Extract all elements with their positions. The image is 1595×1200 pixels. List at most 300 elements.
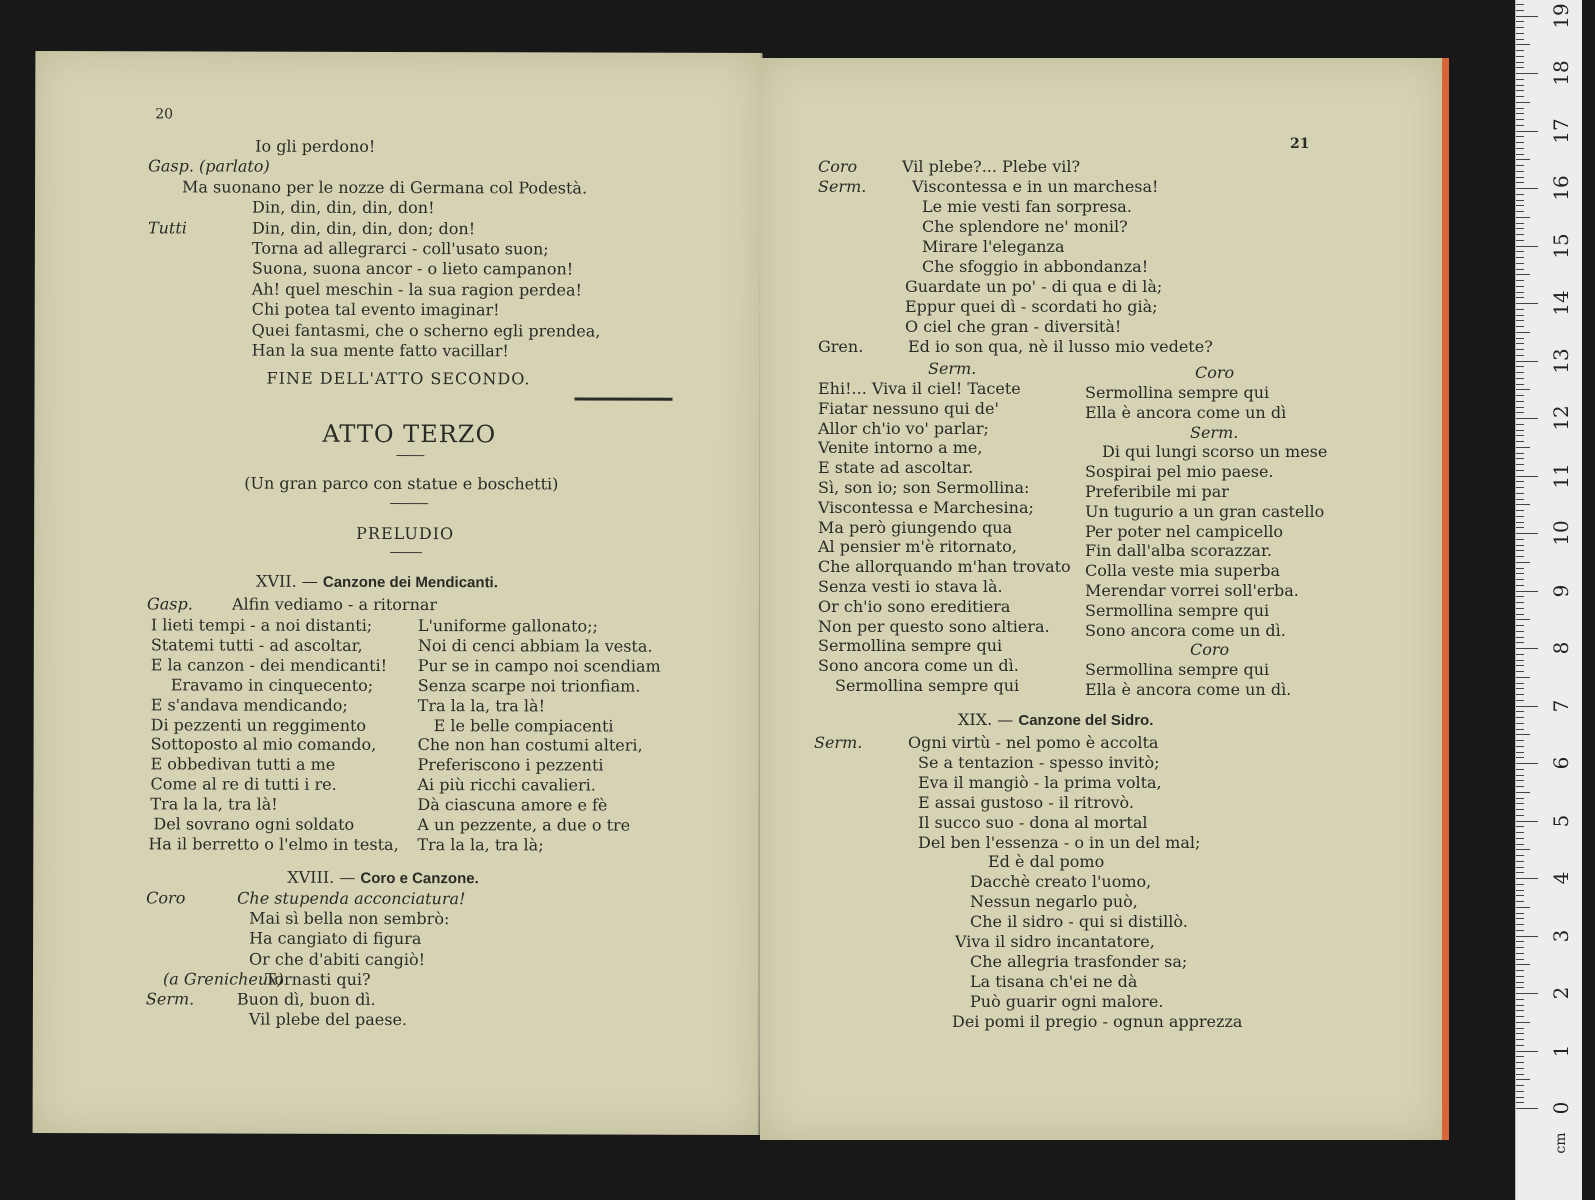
ruler-tick (1516, 355, 1524, 356)
verse-line: Sermollina sempre qui (1085, 383, 1270, 402)
ruler-tick (1516, 953, 1524, 954)
ruler-tick (1516, 1033, 1524, 1034)
ruler-tick (1516, 56, 1524, 57)
verse-line: Può guarir ogni malore. (970, 991, 1164, 1011)
ruler-tick (1516, 838, 1524, 839)
ruler-tick (1516, 941, 1524, 942)
ruler-tick (1516, 671, 1524, 672)
ruler-tick (1516, 1062, 1524, 1063)
divider (390, 552, 422, 553)
ruler-tick (1516, 711, 1524, 712)
ruler-tick (1516, 579, 1524, 580)
verse-line: Ma però giungendo qua (818, 517, 1013, 537)
verse-line: Statemi tutti - ad ascoltar, (150, 635, 363, 655)
ruler-tick (1516, 131, 1538, 132)
speaker-label: Gasp. (146, 594, 193, 614)
setting-text: (Un gran parco con statue e boschetti) (244, 473, 559, 494)
verse-line: La tisana ch'ei ne dà (970, 971, 1138, 991)
ruler-tick (1516, 545, 1524, 546)
ruler-tick (1516, 591, 1538, 592)
ruler-tick (1516, 401, 1524, 402)
ruler-unit: cm (1553, 1132, 1569, 1154)
ruler-tick (1516, 861, 1524, 862)
ruler-tick (1516, 481, 1524, 482)
ruler-label: 8 (1549, 641, 1573, 655)
ruler-tick (1516, 395, 1524, 396)
verse-line: Din, din, din, din, don! (251, 197, 435, 218)
ruler-tick (1516, 769, 1524, 770)
verse-line: Senza vesti io stava là. (818, 577, 1003, 596)
ruler-tick (1516, 182, 1524, 183)
ruler-tick (1516, 918, 1524, 919)
ruler-tick (1516, 320, 1524, 321)
verse-line: Le mie vesti fan sorpresa. (922, 197, 1132, 216)
verse-line: E obbedivan tutti a me (150, 754, 336, 775)
ruler-tick (1516, 441, 1524, 442)
ruler-tick (1516, 999, 1524, 1000)
verse-line: Che stupenda acconciatura! (237, 888, 466, 909)
measurement-ruler (1515, 0, 1582, 1200)
verse-line: Buon dì, buon dì. (236, 989, 376, 1009)
verse-line: Tornasti qui? (264, 969, 371, 989)
ruler-tick (1516, 211, 1524, 212)
ruler-tick (1516, 67, 1524, 68)
ruler-label: 10 (1549, 520, 1573, 546)
ruler-label: 15 (1549, 232, 1573, 259)
ruler-tick (1516, 930, 1524, 931)
song-heading-17 (256, 573, 498, 593)
verse-line: Ogni virtù - nel pomo è accolta (908, 733, 1159, 752)
verse-line: Tra la la, tra là! (150, 794, 278, 814)
ruler-tick (1516, 608, 1524, 609)
ruler-tick (1516, 246, 1538, 247)
verse-line: Tra la la, tra là; (417, 834, 544, 855)
verse-line: Ah! quel meschin - la sua ragion perdea! (251, 279, 583, 300)
ruler-tick (1516, 389, 1530, 390)
ruler-tick (1516, 631, 1524, 632)
ruler-tick (1516, 309, 1524, 310)
verse-line: Tra la la, tra là! (417, 695, 546, 715)
verse-line: E state ad ascoltar. (818, 458, 974, 478)
ruler-tick (1516, 234, 1524, 235)
ruler-tick (1516, 717, 1524, 718)
verse-line: Al pensier m'è ritornato, (818, 537, 1017, 557)
ruler-tick (1516, 1079, 1530, 1080)
verse-line: I lieti tempi - a noi distanti; (150, 615, 373, 635)
song-heading-19 (958, 711, 1153, 730)
ruler-tick (1516, 142, 1524, 143)
ruler-tick (1516, 1102, 1524, 1103)
verse-line: Pur se in campo noi scendiam (417, 655, 661, 676)
ruler-tick (1516, 780, 1524, 781)
verse-line: Ehi!... Viva il ciel! Tacete (818, 379, 1021, 398)
ruler-tick (1516, 251, 1524, 252)
ruler-tick (1516, 533, 1538, 534)
ruler-tick (1516, 677, 1530, 678)
ruler-tick (1516, 470, 1524, 471)
ruler-tick (1516, 343, 1524, 344)
ruler-tick (1516, 596, 1524, 597)
verse-line: Venite intorno a me, (818, 438, 983, 458)
ruler-tick (1516, 660, 1524, 661)
ruler-tick (1516, 826, 1524, 827)
ruler-tick (1516, 723, 1524, 724)
ruler-tick (1516, 740, 1524, 741)
ruler-tick (1516, 884, 1524, 885)
right-page (760, 58, 1449, 1140)
ruler-tick (1516, 867, 1524, 868)
ruler-tick (1516, 706, 1538, 707)
ruler-tick (1516, 913, 1524, 914)
verse-line: A un pezzente, a due o tre (417, 815, 631, 835)
speaker-label: Gasp. (parlato) (148, 156, 270, 177)
song-title: Canzone del Sidro. (1018, 712, 1154, 729)
ruler-tick (1516, 1051, 1538, 1052)
ruler-tick (1516, 821, 1538, 822)
ruler-tick (1516, 510, 1524, 511)
ruler-tick (1516, 746, 1524, 747)
ruler-label: 12 (1549, 405, 1573, 431)
ruler-tick (1516, 568, 1524, 569)
song-number: XIX. — (958, 710, 1014, 729)
verse-line: Allor ch'io vo' parlar; (818, 418, 989, 438)
verse-line: Che sfoggio in abbondanza! (922, 257, 1149, 276)
ruler-tick (1516, 1022, 1530, 1023)
ruler-tick (1516, 573, 1524, 574)
ruler-tick (1516, 372, 1524, 373)
verse-line: Eravamo in cinquecento; (170, 675, 374, 695)
verse-line: E la canzon - dei mendicanti! (150, 655, 388, 675)
verse-line: Or che d'abiti cangiò! (249, 949, 426, 969)
ruler-tick (1516, 62, 1524, 63)
speaker-label: (a Grenicheux) (162, 969, 284, 989)
speaker-label: Serm. (814, 733, 863, 752)
verse-line: Preferiscono i pezzenti (417, 755, 604, 775)
ruler-tick (1516, 803, 1524, 804)
ruler-tick (1516, 987, 1524, 988)
ruler-tick (1516, 217, 1530, 218)
ruler-tick (1516, 1010, 1524, 1011)
ruler-tick (1516, 418, 1538, 419)
ruler-tick (1516, 90, 1524, 91)
song-number: XVIII. — (287, 867, 356, 887)
ruler-tick (1516, 1005, 1524, 1006)
ruler-tick (1516, 303, 1538, 304)
verse-line: Fiatar nessuno qui de' (818, 398, 999, 418)
verse-line: Un tugurio a un gran castello (1085, 501, 1325, 521)
ruler-tick (1516, 619, 1530, 620)
ruler-tick (1516, 73, 1538, 74)
page-number: 20 (155, 106, 174, 123)
verse-line: Di qui lungi scorso un mese (1102, 442, 1328, 462)
ruler-tick (1516, 338, 1524, 339)
ruler-tick (1516, 936, 1538, 937)
ruler-tick (1516, 694, 1524, 695)
verse-line: Or ch'io sono ereditiera (818, 596, 1011, 616)
verse-line: E s'andava mendicando; (150, 694, 348, 715)
ruler-tick (1516, 522, 1524, 523)
verse-line: Vil plebe?... Plebe vil? (902, 157, 1081, 176)
verse-line: Preferibile mi par (1085, 482, 1229, 501)
left-page (33, 51, 763, 1135)
ruler-tick (1516, 964, 1530, 965)
ruler-tick (1516, 315, 1524, 316)
end-act-label: FINE DELL'ATTO SECONDO. (266, 368, 531, 389)
ruler-tick (1516, 1056, 1524, 1057)
verse-line: Se a tentazion - spesso invitò; (918, 752, 1160, 772)
ruler-tick (1516, 683, 1524, 684)
ruler-tick (1516, 976, 1524, 977)
ruler-tick (1516, 648, 1538, 649)
verse-line: Alfin vediamo - a ritornar (231, 594, 438, 615)
verse-line: Che non han costumi alteri, (417, 735, 643, 756)
ruler-tick (1516, 924, 1524, 925)
act-title: ATTO TERZO (322, 419, 497, 449)
ruler-tick (1516, 809, 1524, 810)
ruler-tick (1516, 44, 1530, 45)
ruler-tick (1516, 286, 1524, 287)
column-head: Serm. (928, 359, 977, 378)
ruler-tick (1516, 907, 1530, 908)
verse-line: E le belle compiacenti (433, 715, 614, 736)
ruler-tick (1516, 729, 1524, 730)
ruler-tick (1516, 79, 1524, 80)
ruler-tick (1516, 855, 1524, 856)
ruler-tick (1516, 326, 1524, 327)
ruler-label: 7 (1549, 699, 1573, 712)
verse-line: Ha cangiato di figura (249, 929, 422, 949)
ruler-tick (1516, 539, 1524, 540)
ruler-tick (1516, 378, 1524, 379)
ruler-tick (1516, 297, 1524, 298)
ruler-tick (1516, 171, 1524, 172)
ruler-tick (1516, 665, 1524, 666)
column-head: Coro (1195, 363, 1235, 382)
prelude-heading: PRELUDIO (356, 523, 455, 544)
verse-line: Sermollina sempre qui (1085, 660, 1270, 680)
ruler-tick (1516, 16, 1538, 17)
divider (396, 455, 424, 456)
ruler-tick (1516, 527, 1524, 528)
ruler-tick (1516, 970, 1524, 971)
ruler-tick (1516, 108, 1524, 109)
ruler-tick (1516, 993, 1538, 994)
verse-line: Che splendore ne' monil? (922, 217, 1128, 236)
verse-line: Vil plebe del paese. (248, 1009, 408, 1030)
verse-line: Sospirai pel mio paese. (1085, 462, 1274, 482)
speaker-label: Serm. (818, 177, 867, 196)
ruler-tick (1516, 136, 1524, 137)
ruler-tick (1516, 274, 1530, 275)
verse-line: Suona, suona ancor - o lieto campanon! (251, 259, 574, 279)
song-title: Coro e Canzone. (360, 869, 479, 888)
ruler-tick (1516, 257, 1524, 258)
verse-line: Del sovrano ogni soldato (153, 814, 355, 834)
ruler-label: 5 (1549, 814, 1573, 827)
verse-line: Noi di cenci abbiam la vesta. (417, 635, 653, 656)
ruler-label: 9 (1549, 584, 1573, 597)
ruler-tick (1516, 602, 1524, 603)
divider (390, 503, 428, 504)
ruler-label: 16 (1549, 175, 1573, 201)
speaker-label: Gren. (818, 337, 864, 356)
ruler-tick (1516, 752, 1524, 753)
ruler-tick (1516, 1091, 1524, 1092)
ruler-tick (1516, 447, 1530, 448)
ruler-tick (1516, 1108, 1538, 1109)
verse-line: Viscontessa e in un marchesa! (912, 177, 1159, 196)
verse-line: Senza scarpe noi trionfiam. (417, 675, 641, 696)
verse-line: Sono ancora come un dì. (1085, 620, 1286, 640)
ruler-tick (1516, 464, 1524, 465)
ruler-tick (1516, 269, 1524, 270)
verse-line: Colla veste mia superba (1085, 561, 1281, 581)
column-head: Serm. (1190, 422, 1239, 442)
verse-line: Di pezzenti un reggimento (150, 714, 367, 735)
ruler-tick (1516, 1045, 1524, 1046)
verse-line: Non per questo sono altiera. (818, 616, 1050, 636)
verse-line: Io gli perdono! (255, 136, 376, 156)
ruler-tick (1516, 625, 1524, 626)
ruler-tick (1516, 798, 1524, 799)
ruler-tick (1516, 947, 1524, 948)
verse-line: Guardate un po' - di qua e di là; (905, 277, 1163, 296)
ruler-tick (1516, 982, 1524, 983)
ruler-tick (1516, 263, 1524, 264)
verse-line: Sottoposto al mio comando, (150, 734, 377, 755)
verse-line: Sono ancora come un dì. (818, 656, 1019, 676)
column-head: Coro (1190, 640, 1230, 660)
ruler-tick (1516, 499, 1524, 500)
ruler-tick (1516, 832, 1524, 833)
ruler-tick (1516, 734, 1530, 735)
ruler-tick (1516, 102, 1530, 103)
ruler-tick (1516, 1028, 1524, 1029)
ruler-tick (1516, 878, 1538, 879)
ruler-tick (1516, 85, 1524, 86)
verse-line: Come al re di tutti i re. (150, 774, 337, 795)
verse-line: Din, din, din, din, don; don! (251, 218, 476, 238)
ruler-tick (1516, 119, 1524, 120)
ruler-tick (1516, 148, 1524, 149)
ruler-tick (1516, 1068, 1524, 1069)
ruler-label: 3 (1549, 929, 1573, 942)
ruler-tick (1516, 200, 1524, 201)
ruler-tick (1516, 562, 1530, 563)
verse-line: Ella è ancora come un dì (1085, 402, 1287, 422)
ruler-tick (1516, 280, 1524, 281)
ruler-tick (1516, 786, 1524, 787)
ruler-tick (1516, 292, 1524, 293)
ruler-tick (1516, 165, 1524, 166)
verse-line: Per poter nel campicello (1085, 521, 1284, 541)
divider (575, 397, 673, 400)
ruler-tick (1516, 27, 1524, 28)
speaker-label: Serm. (145, 989, 195, 1009)
ruler-tick (1516, 815, 1524, 816)
verse-line: Sermollina sempre qui (818, 636, 1003, 656)
verse-line: Han la sua mente fatto vacillar! (251, 340, 509, 361)
ruler-tick (1516, 1085, 1524, 1086)
ruler-tick (1516, 205, 1524, 206)
page-number: 21 (1290, 136, 1310, 152)
ruler-label: 1 (1549, 1044, 1573, 1057)
ruler-tick (1516, 959, 1524, 960)
ruler-tick (1516, 493, 1524, 494)
verse-line: Ella è ancora come un dì. (1085, 680, 1292, 699)
ruler-tick (1516, 33, 1524, 34)
ruler-tick (1516, 487, 1524, 488)
verse-line: Quei fantasmi, che o scherno egli prendea, (251, 320, 601, 341)
ruler-tick (1516, 412, 1524, 413)
ruler-tick (1516, 366, 1524, 367)
ruler-tick (1516, 901, 1524, 902)
verse-line: Mai sì bella non sembrò: (249, 908, 450, 929)
ruler-tick (1516, 1097, 1524, 1098)
ruler-tick (1516, 1074, 1524, 1075)
verse-line: O ciel che gran - diversità! (905, 317, 1122, 336)
ruler-tick (1516, 642, 1524, 643)
ruler-tick (1516, 895, 1524, 896)
verse-line: Ma suonano per le nozze di Germana col Podestà. (182, 177, 588, 198)
ruler-tick (1516, 349, 1524, 350)
verse-line: Merendar vorrei soll'erba. (1085, 581, 1299, 600)
verse-line: Torna ad allegrarci - coll'usato suon; (251, 238, 549, 259)
ruler-tick (1516, 96, 1524, 97)
verse-line: Dei pomi il pregio - ognun apprezza (952, 1011, 1243, 1031)
verse-line: Nessun negarlo può, (970, 892, 1138, 912)
ruler-tick (1516, 361, 1538, 362)
verse-line: Che il sidro - qui si distillò. (970, 912, 1188, 932)
verse-line: E assai gustoso - il ritrovò. (918, 792, 1134, 812)
ruler-tick (1516, 125, 1524, 126)
ruler-tick (1516, 556, 1524, 557)
ruler-label: 18 (1549, 60, 1573, 86)
song-title: Canzone dei Mendicanti. (322, 573, 498, 592)
ruler-tick (1516, 637, 1524, 638)
verse-line: Sì, son io; son Sermollina: (818, 478, 1030, 497)
ruler-label: 13 (1549, 347, 1573, 374)
ruler-label: 19 (1549, 2, 1573, 29)
ruler-tick (1516, 1016, 1524, 1017)
ruler-tick (1516, 50, 1524, 51)
verse-line: Del ben l'essenza - o in un del mal; (918, 832, 1201, 852)
song-heading-18 (287, 869, 479, 889)
ruler-label: 14 (1549, 290, 1573, 316)
ruler-tick (1516, 21, 1524, 22)
ruler-tick (1516, 223, 1524, 224)
ruler-tick (1516, 654, 1524, 655)
ruler-tick (1516, 757, 1524, 758)
verse-line: Dà ciascuna amore e fè (417, 795, 608, 815)
ruler-tick (1516, 516, 1524, 517)
ruler-tick (1516, 177, 1524, 178)
ruler-tick (1516, 4, 1524, 5)
ruler-tick (1516, 159, 1530, 160)
verse-line: Ha il berretto o l'elmo in testa, (148, 834, 399, 854)
ruler-tick (1516, 240, 1524, 241)
ruler-tick (1516, 430, 1524, 431)
verse-line: Fin dall'alba scorazzar. (1085, 541, 1272, 561)
ruler-tick (1516, 10, 1524, 11)
ruler-tick (1516, 585, 1524, 586)
ruler-tick (1516, 453, 1524, 454)
ruler-tick (1516, 550, 1524, 551)
ruler-tick (1516, 872, 1524, 873)
ruler-tick (1516, 113, 1524, 114)
ruler-tick (1516, 849, 1530, 850)
speaker-label: Coro (818, 157, 858, 176)
